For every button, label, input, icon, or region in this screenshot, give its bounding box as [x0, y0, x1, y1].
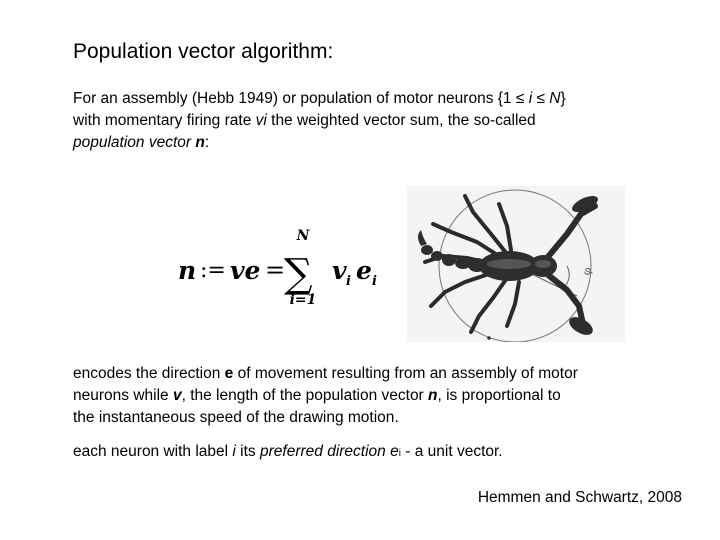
neuron-paragraph — [73, 441, 693, 465]
encodes-text-5: , is proportional to — [437, 387, 561, 404]
encodes-text-1: encodes the direction — [73, 365, 225, 382]
formula-lhs-n: n — [178, 256, 197, 285]
neuron-text-2: its — [235, 443, 260, 460]
formula-ve: ve — [230, 256, 261, 285]
formula-sum-lower: i=1 — [289, 292, 317, 308]
preferred-direction: preferred direction e — [260, 443, 399, 460]
encodes-text-4: , the length of the population vector — [181, 387, 429, 404]
encodes-text-2: of movement resulting from an assembly of motor — [233, 365, 578, 382]
formula-e: e — [356, 256, 372, 285]
intro-text-2: ≤ — [532, 90, 550, 107]
encodes-text-6: the instantaneous speed of the drawing motion. — [73, 409, 399, 426]
citation: Hemmen and Schwartz, 2008 — [477, 489, 682, 506]
direction-dot — [487, 336, 491, 340]
population-vector-formula — [172, 222, 387, 314]
formula-sum-sign: ∑ — [284, 251, 313, 297]
intro-colon: : — [204, 134, 210, 151]
scorpion-figure — [407, 186, 625, 342]
slide-title: Population vector algorithm: — [73, 40, 334, 63]
population-vector-label: population vector — [73, 134, 196, 151]
angle-label: φ — [579, 265, 595, 278]
formula-e-subscript: i — [372, 274, 377, 289]
vector-n-2: n — [428, 387, 438, 404]
neuron-text-3: - a unit vector. — [400, 443, 503, 460]
index-N: N — [549, 90, 561, 107]
encodes-text-3: neurons while — [73, 387, 173, 404]
formula-equals: = — [265, 256, 286, 284]
formula-v-subscript: i — [346, 274, 351, 289]
intro-text-5: the weighted vector sum, the so-called — [266, 112, 536, 129]
formula-sum-upper: N — [296, 228, 310, 244]
label-i: i — [232, 443, 236, 460]
intro-text-4: with momentary firing rate — [73, 112, 256, 129]
preferred-direction-subscript: i — [398, 448, 401, 459]
formula-def-symbol: := — [200, 258, 226, 283]
intro-text-1: For an assembly (Hebb 1949) or population of motor neurons {1 ≤ — [73, 90, 529, 107]
intro-text-3: } — [560, 90, 566, 107]
vector-n: n — [195, 134, 205, 151]
direction-e: e — [224, 365, 234, 382]
scorpion-highlights — [487, 259, 551, 269]
index-i: i — [528, 90, 533, 107]
encodes-paragraph — [73, 363, 693, 429]
firing-rate-vi: vi — [255, 112, 267, 129]
formula-v: v — [332, 256, 347, 285]
neuron-text-1: each neuron with label — [73, 443, 233, 460]
intro-paragraph — [73, 88, 693, 154]
speed-v: v — [172, 387, 182, 404]
